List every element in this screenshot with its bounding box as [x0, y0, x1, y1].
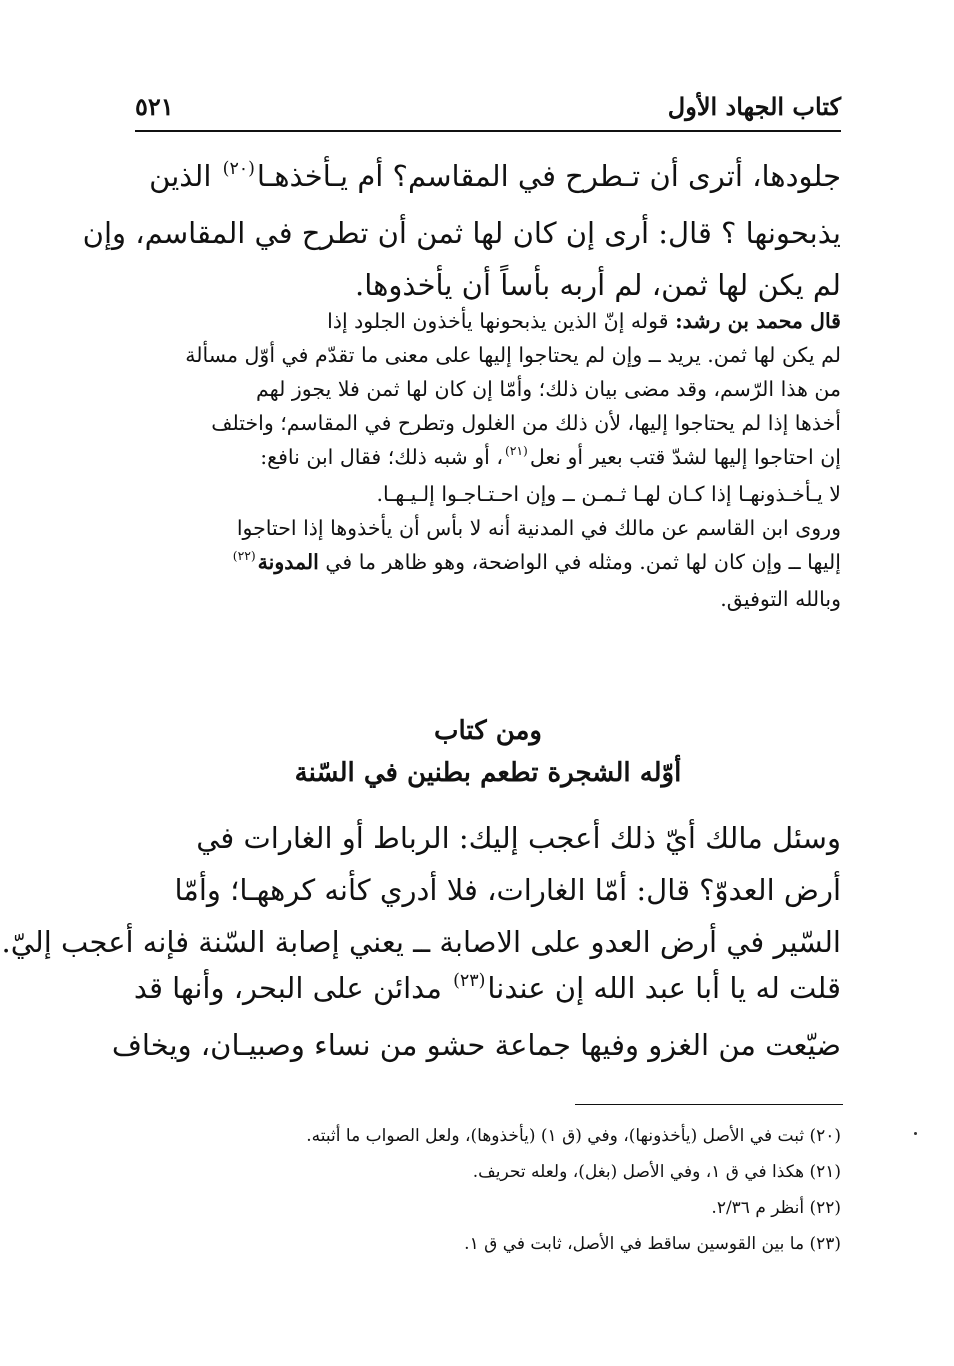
footnote: (٢٢) أنظر م ٢/٣٦. [711, 1198, 841, 1218]
page-number: ٥٢١ [135, 92, 174, 121]
section-heading-line-1: ومن كتاب [434, 716, 542, 746]
question-paragraph-1 [82, 150, 841, 311]
text-line: إن احتاجوا إليها لشدّ قتب بعير أو نعل$^{(٢١)}$، أو شبه ذلك؛ فقال ابن نافع: [260, 444, 841, 469]
footnotes [135, 1118, 841, 1262]
footnote-ref: (٢٣) [453, 970, 486, 991]
text-line: جلودها، أترى أن تـطرح في المقاسم؟ أم يـأخذهـا$^{(٢٠)}$ الذين [149, 158, 841, 193]
header-rule [135, 130, 841, 132]
text-line: أرض العدوّ؟ قال: أمّا الغارات، فلا أدري كأنه كرههـا؛ وأمّا [174, 873, 841, 907]
text-line: إليها ــ وإن كان لها ثمن. ومثله في الواضحة، وهو ظاهر ما في المدونة$^{(٢٢)}$ [232, 549, 841, 574]
text-line: وسئل مالك أيّ ذلك أعجب إليك: الرباط أو الغارات في [196, 821, 841, 855]
section-heading-line-2: أوّله الشجرة تطعم بطنين في السّنة [294, 758, 682, 788]
text-line: من هذا الرّسم، وقد مضى بيان ذلك؛ وأمّا إن كان لها ثمن فلا يجوز لهم [256, 377, 841, 401]
margin-speck [914, 1132, 917, 1135]
running-title: كتاب الجهاد الأول [667, 92, 841, 121]
text-line: وبالله التوفيق. [720, 587, 841, 611]
text-line: لم يكن لها ثمن. يريد ــ وإن لم يحتاجوا إليها على معنى ما تقدّم في أوّل مسألة [185, 343, 841, 367]
footnote-ref: (٢٢) [232, 549, 256, 564]
text-line: لا يـأخـذونهـا إذا كـان لهـا ثـمـن ــ وإن احـتـاجـوا إلـيـهـا. [376, 482, 841, 506]
text-line: السّير في أرض العدو على الاصابة ــ يعني إصابة السّنة فإنه أعجب إليّ. [1, 925, 841, 959]
footnote: (٢١) هكذا في ق ١، وفي الأصل (بغل)، ولعله تحريف. [472, 1162, 841, 1182]
page-header [135, 92, 841, 128]
bold-term: المدونة [257, 550, 319, 574]
question-paragraph-2 [1, 812, 841, 968]
text-line: يذبحونها ؟ قال: أرى إن كان لها ثمن أن تطرح في المقاسم، وإن [82, 216, 841, 250]
text-line: لم يكن لها ثمن، لم أربه بأساً أن يأخذوها. [355, 268, 841, 302]
speaker-name: قال محمد بن رشد: [675, 309, 841, 333]
footnote-ref: (٢٠) [222, 158, 255, 179]
section-heading [135, 710, 841, 794]
text-line: أخذها إذا لم يحتاجوا إليها، لأن ذلك من الغلول وتطرح في المقاسم؛ واختلف [211, 411, 841, 435]
text-line: وروى ابن القاسم عن مالك في المدنية أنه لا بأس أن يأخذوها إذا احتاجوا [236, 516, 841, 540]
footnote: (٢٣) ما بين القوسين ساقط في الأصل، ثابت في ق ١. [464, 1234, 841, 1254]
text-line: قال محمد بن رشد: قوله إنّ الذين يذبحونها يأخذون الجلود إذا [327, 309, 841, 333]
footnote-rule [575, 1104, 843, 1105]
text-line: ضيّعت من الغزو وفيها جماعة حشو من نساء وصبيـان، ويخاف [111, 1028, 841, 1062]
question-paragraph-3 [111, 962, 841, 1071]
footnote: (٢٠) ثبت في الأصل (يأخذونها)، وفي (ق ١) (يأخذوها)، ولعل الصواب ما أثبته. [306, 1126, 841, 1146]
text-line: قلت له يا أبا عبد الله إن عندنا$^{(٢٣)}$ مدائن على البحر، وأنها قد [133, 970, 841, 1005]
commentary-paragraph [135, 304, 841, 616]
footnote-ref: (٢١) [504, 444, 528, 459]
